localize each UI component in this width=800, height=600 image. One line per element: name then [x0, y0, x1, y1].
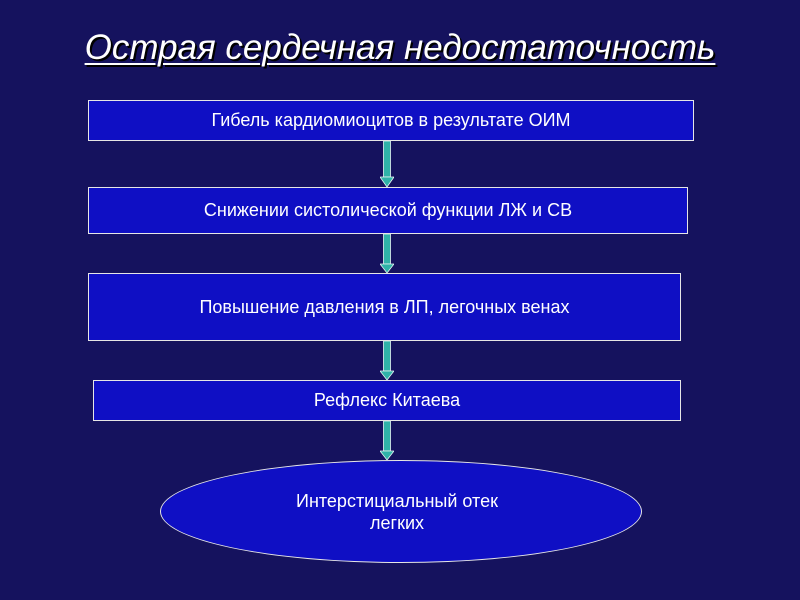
flow-result-text	[296, 490, 498, 534]
flow-step-label: Снижении систолической функции ЛЖ и СВ	[203, 200, 573, 220]
flow-step-label: Рефлекс Китаева	[313, 390, 461, 410]
flow-result-line: Интерстициальный отек	[296, 490, 498, 511]
arrow-down-icon	[380, 141, 394, 187]
flow-result-line: легких	[369, 512, 424, 533]
flow-step-cardiomyocyte-death	[88, 100, 694, 141]
arrow-down-icon	[380, 341, 394, 380]
flow-result-interstitial-edema	[160, 460, 642, 563]
flow-step-systolic-decrease	[88, 187, 688, 234]
slide-title: Острая сердечная недостаточность	[84, 28, 716, 67]
flow-step-kitaev-reflex	[93, 380, 681, 421]
flow-step-pressure-increase	[88, 273, 681, 341]
flow-step-label: Повышение давления в ЛП, легочных венах	[199, 296, 570, 317]
arrow-down-icon	[380, 421, 394, 460]
arrow-down-icon	[380, 234, 394, 273]
flow-step-label: Гибель кардиомиоцитов в результате ОИМ	[211, 110, 571, 130]
